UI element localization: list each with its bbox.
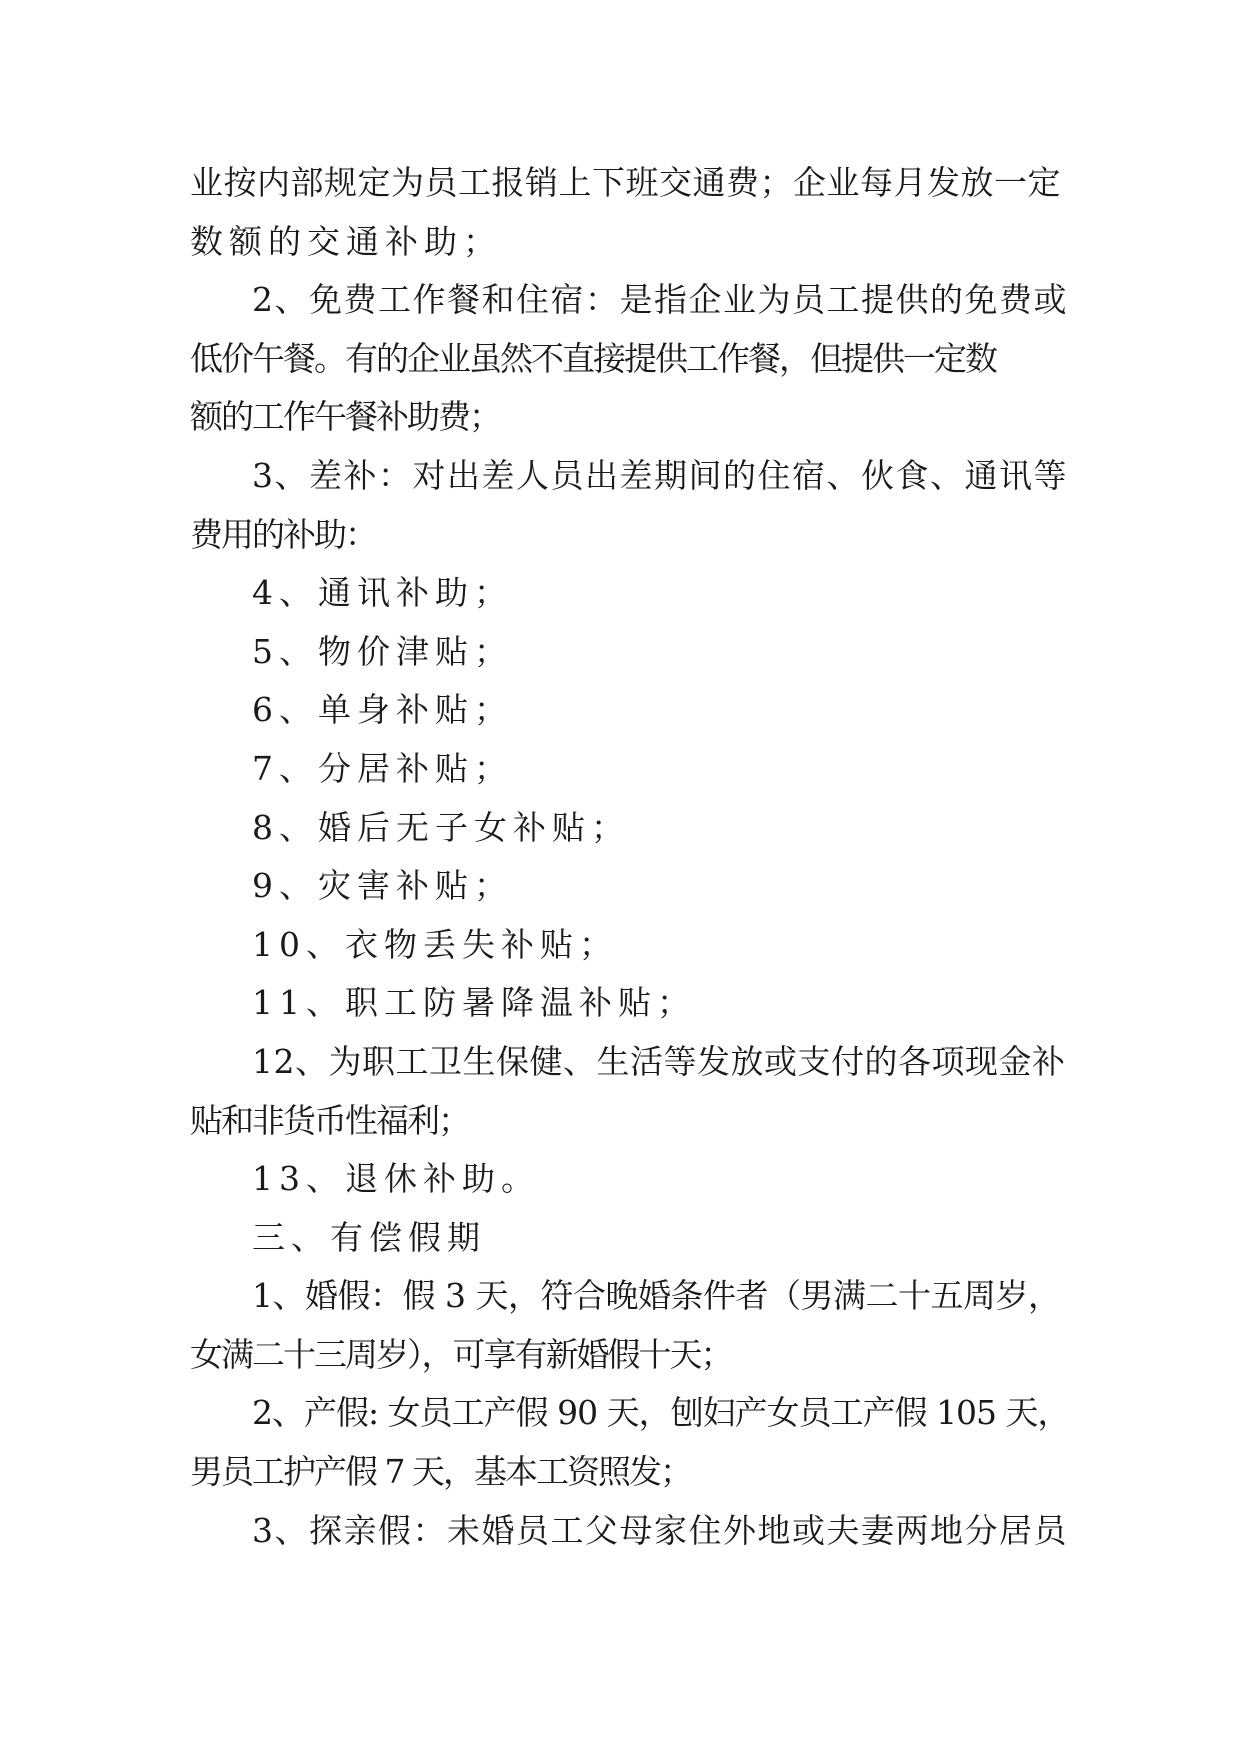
paragraph	[190, 447, 1070, 564]
paragraph	[190, 740, 1070, 799]
text-line: 7、分居补贴；	[252, 748, 513, 788]
text-line: 业按内部规定为员工报销上下班交通费；企业每月发放一定	[190, 163, 1061, 202]
text-line: 贴和非货币性福利；	[190, 1100, 469, 1140]
text-line: 数额的交通补助；	[190, 221, 502, 261]
text-line: 1、婚假：假 3 天，符合晚婚条件者（男满二十五周岁，	[252, 1276, 1061, 1316]
text-line: 男员工护产假 7 天，基本工资照发；	[190, 1452, 691, 1492]
text-line: 2、免费工作餐和住宿：是指企业为员工提供的免费或	[252, 280, 1068, 320]
text-line: 13、退休补助。	[252, 1159, 540, 1199]
text-line: 6、单身补贴；	[252, 690, 513, 730]
paragraph	[190, 1267, 1070, 1384]
text-line: 9、灾害补贴；	[252, 866, 513, 906]
text-line: 2、产假: 女员工产假 90 天，刨妇产女员工产假 105 天，	[252, 1393, 1070, 1433]
document-body	[190, 154, 1070, 1560]
paragraph	[190, 1150, 1070, 1209]
text-line: 4、通讯补助；	[252, 573, 513, 613]
paragraph	[190, 154, 1070, 271]
section-heading	[190, 1209, 1070, 1268]
paragraph	[190, 564, 1070, 623]
text-line: 女满二十三周岁），可享有新婚假十天；	[190, 1334, 732, 1374]
text-line: 低价午餐。有的企业虽然不直接提供工作餐，但提供一定数	[190, 338, 996, 378]
text-line: 费用的补助：	[190, 514, 376, 554]
text-line: 额的工作午餐补助费；	[190, 397, 500, 437]
paragraph	[190, 916, 1070, 975]
paragraph	[190, 1384, 1070, 1501]
paragraph	[190, 857, 1070, 916]
paragraph	[190, 623, 1070, 682]
paragraph	[190, 1033, 1070, 1150]
text-line: 三、有偿假期	[252, 1217, 486, 1257]
text-line: 5、物价津贴；	[252, 631, 513, 671]
paragraph	[190, 681, 1070, 740]
text-line: 8、婚后无子女补贴；	[252, 807, 630, 847]
text-line: 3、探亲假：未婚员工父母家住外地或夫妻两地分居员	[252, 1510, 1068, 1550]
text-line: 12、为职工卫生保健、生活等发放或支付的各项现金补	[252, 1041, 1066, 1081]
paragraph	[190, 1502, 1070, 1561]
text-line: 10、衣物丢失补贴；	[252, 924, 618, 964]
text-line: 3、差补：对出差人员出差期间的住宿、伙食、通讯等	[252, 455, 1068, 495]
text-line: 11、职工防暑降温补贴；	[252, 983, 696, 1023]
paragraph	[190, 799, 1070, 858]
paragraph	[190, 974, 1070, 1033]
paragraph	[190, 271, 1070, 447]
